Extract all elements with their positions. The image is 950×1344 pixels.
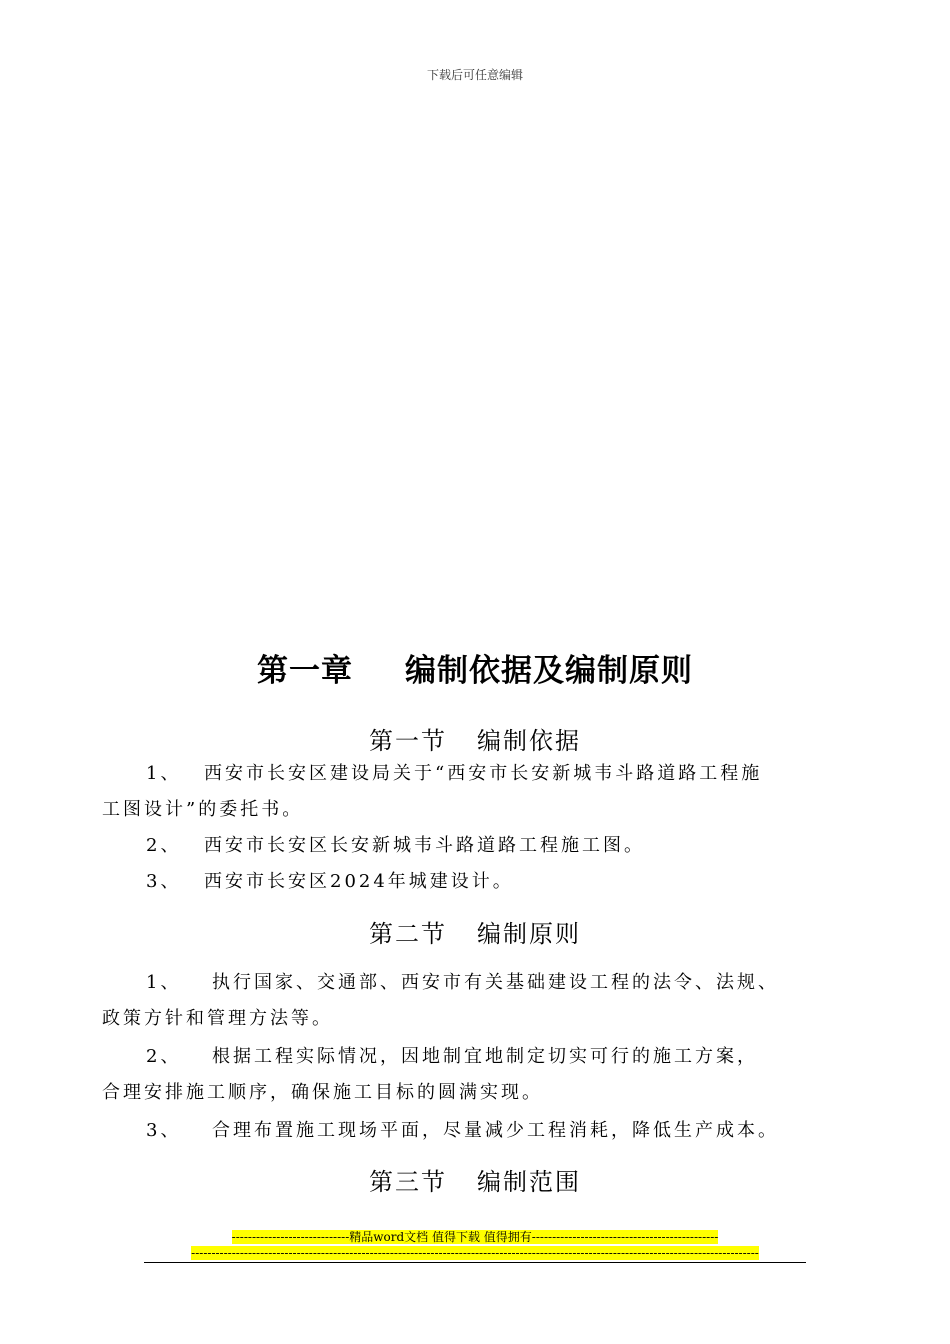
paragraph-principle-1 bbox=[102, 965, 832, 1037]
paragraph-line bbox=[102, 828, 832, 864]
section-title-3 bbox=[0, 1162, 950, 1197]
item-number: 2、 bbox=[146, 1046, 182, 1067]
section-title-1 bbox=[0, 721, 950, 756]
section-label: 第一节 bbox=[369, 727, 447, 755]
paragraph-principle-3 bbox=[102, 1113, 832, 1149]
item-number: 1、 bbox=[146, 972, 182, 993]
item-number: 3、 bbox=[146, 1120, 182, 1141]
section-heading: 编制原则 bbox=[477, 920, 581, 948]
item-text: 合理布置施工现场平面，尽量减少工程消耗，降低生产成本。 bbox=[212, 1120, 779, 1141]
section-heading: 编制依据 bbox=[477, 727, 581, 755]
footer-banner-line-2 bbox=[0, 1246, 950, 1260]
paragraph-principle-2 bbox=[102, 1039, 832, 1111]
footer-banner-text: -----------------------------精品word文档 值得下载 值得拥有---------------------------------------------- bbox=[231, 1230, 719, 1244]
paragraph-line bbox=[102, 1113, 832, 1149]
item-text: 西安市长安区长安新城韦斗路道路工程施工图。 bbox=[204, 835, 645, 856]
section-heading: 编制范围 bbox=[477, 1168, 581, 1196]
item-text: 西安市长安区建设局关于“西安市长安新城韦斗路道路工程施 bbox=[204, 763, 763, 784]
chapter-title bbox=[0, 645, 950, 690]
section-label: 第二节 bbox=[369, 920, 447, 948]
paragraph-line: 合理安排施工顺序，确保施工目标的圆满实现。 bbox=[102, 1082, 543, 1103]
chapter-heading: 编制依据及编制原则 bbox=[405, 653, 693, 689]
paragraph-line: 政策方针和管理方法等。 bbox=[102, 1008, 333, 1029]
chapter-label: 第一章 bbox=[257, 653, 353, 689]
section-label: 第三节 bbox=[369, 1168, 447, 1196]
item-text: 根据工程实际情况，因地制宜地制定切实可行的施工方案， bbox=[212, 1046, 758, 1067]
paragraph-line bbox=[102, 965, 832, 1001]
item-text: 西安市长安区2024年城建设计。 bbox=[204, 871, 514, 892]
footer-banner-dashes: -------------------------------------------------------------------------------------------------------------------------------------------- bbox=[191, 1246, 759, 1260]
item-text: 执行国家、交通部、西安市有关基础建设工程的法令、法规、 bbox=[212, 972, 779, 993]
paragraph-basis-1 bbox=[102, 756, 832, 828]
paragraph-basis-2 bbox=[102, 828, 832, 864]
paragraph-line bbox=[102, 1039, 832, 1075]
section-title-2 bbox=[0, 914, 950, 949]
item-number: 3、 bbox=[146, 871, 182, 892]
paragraph-line bbox=[102, 864, 832, 900]
footer-banner-line-1 bbox=[0, 1230, 950, 1244]
paragraph-basis-3 bbox=[102, 864, 832, 900]
paragraph-line bbox=[102, 756, 832, 792]
header-note: 下载后可任意编辑 bbox=[426, 68, 523, 82]
item-number: 2、 bbox=[146, 835, 182, 856]
footer-divider bbox=[144, 1262, 806, 1263]
item-number: 1、 bbox=[146, 763, 182, 784]
paragraph-line: 工图设计”的委托书。 bbox=[102, 799, 304, 820]
